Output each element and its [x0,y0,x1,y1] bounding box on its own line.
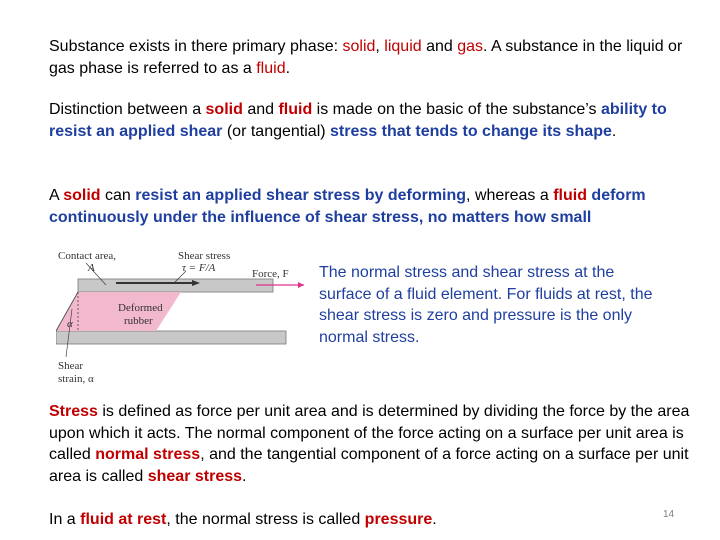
label-deformed: Deformed [118,302,163,314]
text: . [611,122,617,140]
text: A [49,187,64,204]
text: . [432,511,437,528]
text: , and the tangential component of a force acting on a surface per unit area is called [49,446,689,485]
term-solid: solid [342,38,376,55]
force-arrowhead [298,282,304,288]
term-fluid: fluid [278,101,313,118]
text: (or tangential) [222,122,331,140]
text: In a [49,511,81,528]
paragraph-pressure [49,509,699,531]
term-pressure: pressure [364,511,433,528]
text: Substance exists in there primary phase: [49,38,343,55]
text: is defined as force per unit area and is determined by dividing the force by the area upon which it acts. The normal component of the force acting on a surface per unit area is called [49,403,690,463]
emphasis-ability: ability to resist an applied shear [49,101,667,140]
paragraph-phases [49,36,699,79]
label-tau-equation: τ = F/A [182,262,216,274]
paragraph-distinction [49,99,699,142]
emphasis-resist: resist an applied shear stress by deforming [135,187,467,204]
term-fluid: fluid [553,187,587,204]
paragraph-stress-definition [49,401,699,487]
label-rubber: rubber [124,315,153,327]
label-a: A [88,262,95,274]
term-gas: gas [457,38,484,55]
text: , [375,38,385,55]
label-strain: strain, α [58,373,94,385]
emphasis-deform: deform continuously under the influence of shear stress, no matters how small [49,187,646,226]
text: . [285,59,291,77]
term-stress: Stress [49,403,98,420]
text: . [242,467,247,485]
label-alpha: α [67,318,73,330]
term-normal-stress: normal stress [95,446,201,463]
text: . A substance in the liquid or gas phase is referred to as a [49,38,683,77]
label-force: Force, F [252,268,289,280]
label-shear-stress: Shear stress [178,250,231,262]
paragraph-solid-vs-fluid [49,185,699,228]
text: is made on the basic of the substance’s [312,101,601,118]
emphasis-stress: stress that tends to change its shape [330,122,612,140]
term-shear-stress: shear stress [147,467,243,485]
figure-caption: The normal stress and shear stress at the surface of a fluid element. For fluids at rest, the shear stress is zero and pressure is the only normal stress. [319,264,653,346]
term-fluid-at-rest: fluid at rest [80,511,167,528]
term-liquid: liquid [384,38,422,55]
label-contact-area: Contact area, [58,250,117,262]
label-shear: Shear [58,360,84,372]
text: , the normal stress is called [166,511,365,528]
text: and [421,38,458,55]
text: Distinction between a [49,101,206,118]
page-number: 14 [663,509,675,520]
text: , whereas a [466,187,554,204]
text: and [242,101,279,118]
term-fluid: fluid [256,59,286,77]
term-solid: solid [63,187,101,204]
shear-deformation-figure [56,249,311,389]
term-solid: solid [205,101,243,118]
top-plate [78,279,273,292]
text: can [100,187,136,204]
bottom-plate [56,331,286,344]
